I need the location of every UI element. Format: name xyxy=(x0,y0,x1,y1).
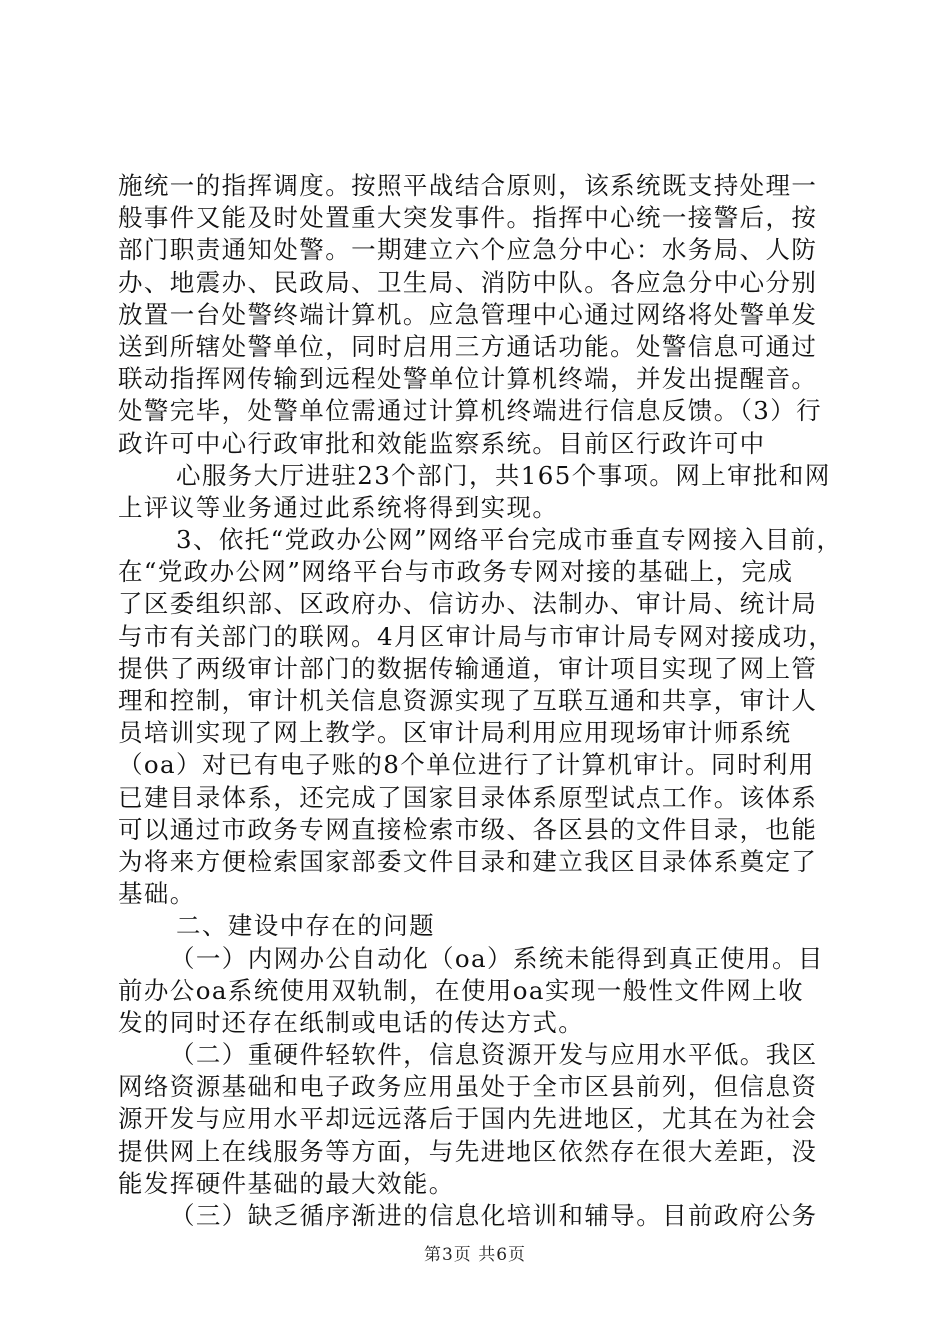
text-line: 员培训实现了网上教学。区审计局利用应用现场审计师系统 xyxy=(118,718,792,748)
text-line: 放置一台处警终端计算机。应急管理中心通过网络将处警单发 xyxy=(118,299,818,329)
text-line: 理和控制，审计机关信息资源实现了互联互通和共享，审计人 xyxy=(118,686,818,715)
text-line: （oa）对已有电子账的8个单位进行了计算机审计。同时利用 xyxy=(118,750,815,780)
text-line: 为将来方便检索国家部委文件目录和建立我区目录体系奠定了 xyxy=(118,846,818,876)
body-text xyxy=(118,170,843,1232)
text-line: （一）内网办公自动化（oa）系统未能得到真正使用。目 xyxy=(170,943,824,973)
text-line: 基础。 xyxy=(118,879,196,909)
text-line: （二）重硬件轻软件，信息资源开发与应用水平低。我区 xyxy=(170,1040,818,1070)
text-line: 源开发与应用水平却远远落后于国内先进地区，尤其在为社会 xyxy=(118,1104,818,1134)
text-line: 与市有关部门的联网。4月区审计局与市审计局专网对接成功， xyxy=(118,621,835,651)
text-line: 送到所辖处警单位，同时启用三方通话功能。处警信息可通过 xyxy=(118,331,818,361)
text-line: 能发挥硬件基础的最大效能。 xyxy=(118,1168,455,1198)
text-line: 提供了两级审计部门的数据传输通道，审计项目实现了网上管 xyxy=(118,653,818,683)
text-line: 了区委组织部、区政府办、信访办、法制办、审计局、统计局 xyxy=(118,589,818,619)
text-line: 部门职责通知处警。一期建立六个应急分中心：水务局、人防 xyxy=(118,235,818,265)
section-heading: 二、建设中存在的问题 xyxy=(176,911,435,941)
text-line: 联动指挥网传输到远程处警单位计算机终端，并发出提醒音。 xyxy=(118,364,818,394)
text-line: （三）缺乏循序渐进的信息化培训和辅导。目前政府公务 xyxy=(170,1201,818,1230)
text-line: 心服务大厅进驻23个部门，共165个事项。网上审批和网 xyxy=(176,460,831,490)
page-number-footer: 第3页 共6页 xyxy=(423,1245,527,1265)
text-line: 前办公oa系统使用双轨制，在使用oa实现一般性文件网上收 xyxy=(118,975,804,1005)
text-line: 般事件又能及时处置重大突发事件。指挥中心统一接警后，按 xyxy=(118,203,818,233)
text-line: 网络资源基础和电子政务应用虽处于全市区县前列，但信息资 xyxy=(118,1072,818,1102)
text-line: 政许可中心行政审批和效能监察系统。目前区行政许可中 xyxy=(118,428,766,458)
text-line: 在“党政办公网”网络平台与市政务专网对接的基础上，完成 xyxy=(118,557,794,587)
text-line: 处警完毕，处警单位需通过计算机终端进行信息反馈。（3）行 xyxy=(118,396,823,426)
text-line: 提供网上在线服务等方面，与先进地区依然存在很大差距，没 xyxy=(118,1136,818,1166)
text-line: 已建目录体系，还完成了国家目录体系原型试点工作。该体系 xyxy=(118,782,818,812)
text-line: 施统一的指挥调度。按照平战结合原则，该系统既支持处理一 xyxy=(118,171,818,200)
text-line: 上评议等业务通过此系统将得到实现。 xyxy=(118,492,559,522)
text-line: 3、依托“党政办公网”网络平台完成市垂直专网接入目前， xyxy=(176,525,843,555)
text-line: 办、地震办、民政局、卫生局、消防中队。各应急分中心分别 xyxy=(118,267,818,297)
text-line: 可以通过市政务专网直接检索市级、各区县的文件目录，也能 xyxy=(118,814,818,844)
text-line: 发的同时还存在纸制或电话的传达方式。 xyxy=(118,1007,585,1037)
